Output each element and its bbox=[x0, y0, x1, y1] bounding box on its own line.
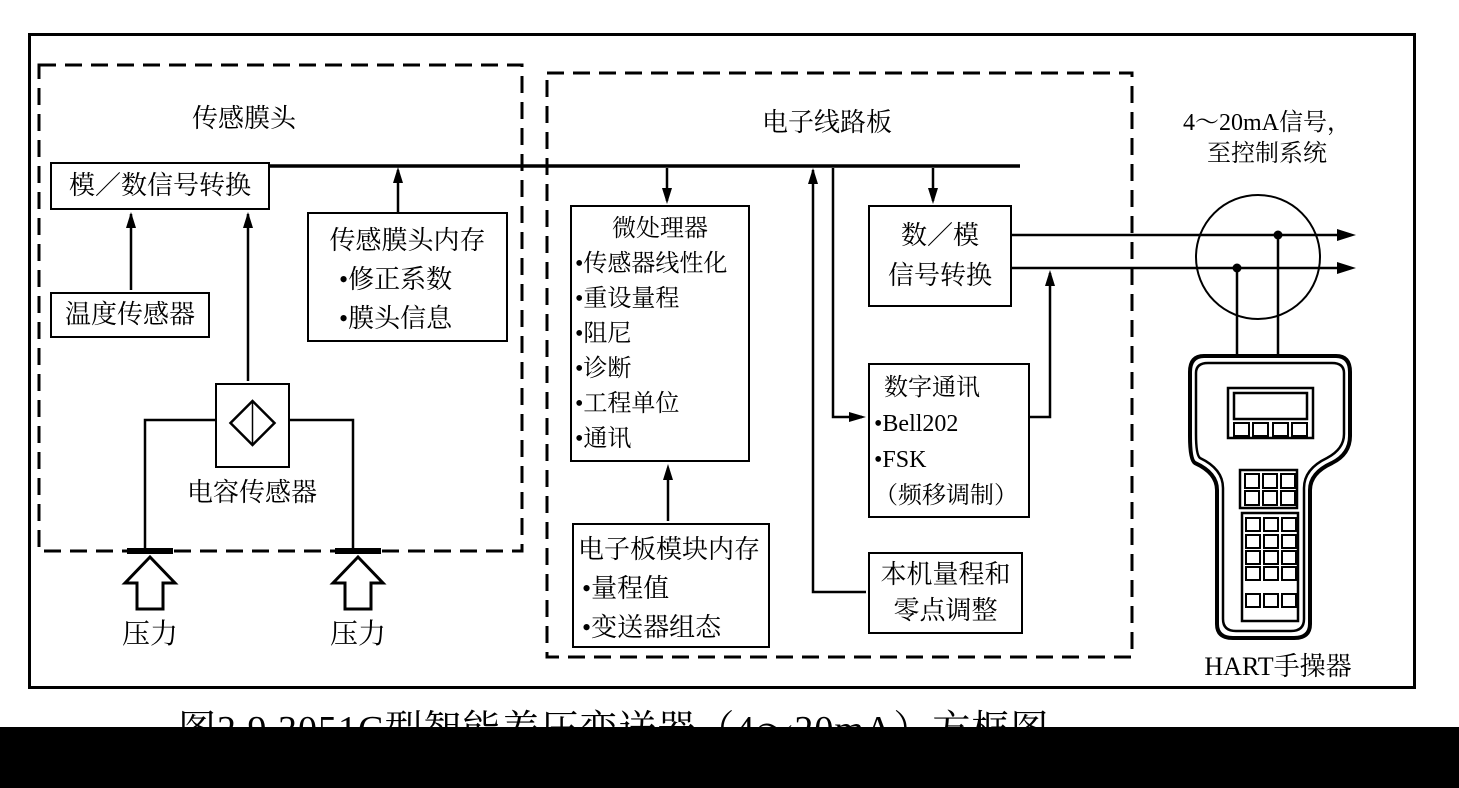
hart-terminal-label: HART手操器 bbox=[1204, 652, 1352, 681]
electronics-board-title: 电子线路板 bbox=[761, 108, 892, 137]
ad-converter-box: 模／数信号转换 bbox=[50, 162, 270, 210]
capacitive-sensor-label: 电容传感器 bbox=[186, 478, 317, 507]
local-adjust-box: 本机量程和 零点调整 bbox=[868, 552, 1023, 634]
sensor-memory-box: 传感膜头内存 •修正系数 •膜头信息 bbox=[307, 212, 508, 342]
pressure-label-left: 压力 bbox=[121, 619, 178, 650]
digital-comm-box: 数字通讯 •Bell202 •FSK （频移调制） bbox=[868, 363, 1030, 518]
board-memory-box: 电子板模块内存 •量程值 •变送器组态 bbox=[572, 523, 770, 648]
sensor-module-title: 传感膜头 bbox=[191, 104, 296, 133]
capacitive-sensor-box bbox=[215, 383, 290, 468]
da-converter-box: 数／模 信号转换 bbox=[868, 205, 1012, 307]
output-signal-label: 4～20mA信号， 至控制系统 bbox=[1183, 110, 1351, 167]
microprocessor-box: 微处理器 •传感器线性化 •重设量程 •阻尼 •诊断 •工程单位 •通讯 bbox=[570, 205, 750, 462]
temperature-sensor-box: 温度传感器 bbox=[50, 292, 210, 338]
bottom-black-bar bbox=[0, 727, 1459, 788]
pressure-label-right: 压力 bbox=[329, 619, 386, 650]
